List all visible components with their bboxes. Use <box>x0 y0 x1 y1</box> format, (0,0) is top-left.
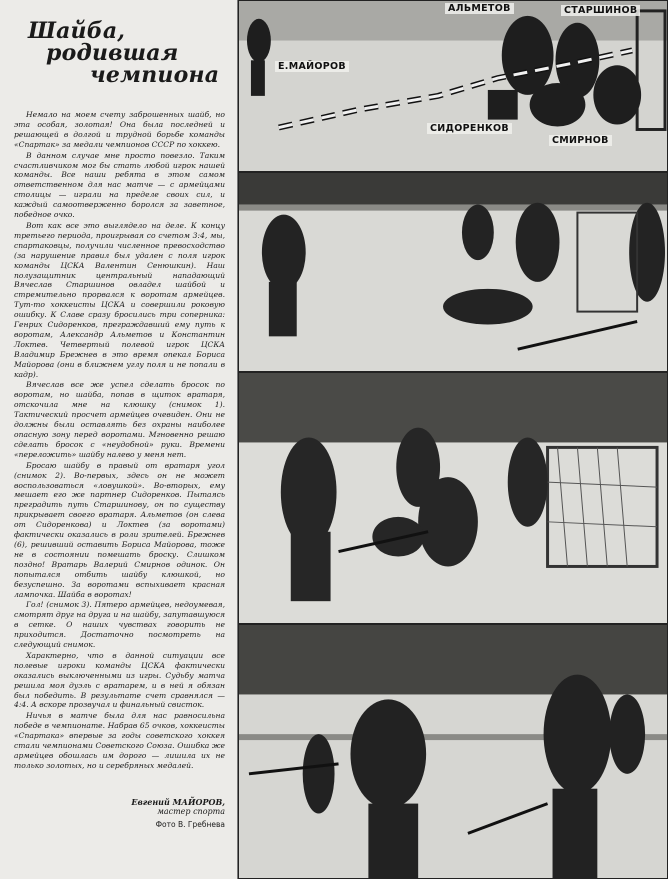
photo-2 <box>238 172 668 372</box>
paragraph: Бросаю шайбу в правый от вратаря угол (снимок 2). Во-первых, здесь он не может воспользоваться «ловушкой». Во-вторых, ему мешает его же партнер Сидоренков. Пытаясь преградить путь Старшинову, он по существу прикрывает своего вратаря. Альметов (он слева от Сидоренкова) и Локтев (за воротами) фактически оказались в роли зрителей. Брежнев (6), решивший оставить Бориса Майорова, тоже не в состоянии помешать броску. Слишком поздно! Вратарь Валерий Смирнов одинок. Он попытался отбить шайбу клюшкой, но безуспешно. За воротами вспыхивает красная лампочка. Шайба в воротах! <box>14 460 225 599</box>
title-line-1: Шайба, <box>28 18 126 44</box>
paragraph: Вячеслав все же успел сделать бросок по воротам, но шайба, попав в щиток вратаря, отскочила мне на клюшку (снимок 1). Тактический просчет армейцев очевиден. Они не должны были оставлять без охраны наиболее опасную зону перед воротами. Мгновенно решаю сделать бросок с «неудобной» руки. Времени «переложить» шайбу налево у меня нет. <box>14 380 225 459</box>
photo-1 <box>238 0 668 172</box>
label-almetov: АЛЬМЕТОВ <box>445 3 514 14</box>
photo-4-image <box>239 625 667 878</box>
paragraph: Характерно, что в данной ситуации все полевые игроки команды ЦСКА фактически оказались выключенными из игры. Судьбу матча решила моя дуэль с вратарем, и в ней я обязан был победить. В результате счет сравнялся — 4:4. А вскоре прозвучал и финальный свисток. <box>14 650 225 710</box>
paragraph: Вот как все это выглядело на деле. К концу третьего периода, проигрывая со счетом 3:4, мы, спартаковцы, получили численное превосходство (за нарушение правил был удален с поля игрок команды ЦСКА Валентин Сенюшкин). Наш полузащитник центральный нападающий Вячеслав Старшинов овладел шайбой и стремительно прорвался к воротам армейцев. Тут-то хоккеисты ЦСКА и совершили роковую ошибку. К Славе сразу бросились три соперника: Генрих Сидоренков, преграждавший ему путь к воротам, Александр Альметов и Константин Локтев. Четвертый полевой игрок ЦСКА Владимир Брежнев в это время опекал Бориса Майорова (они в ближнем углу поля и не попали в кадр). <box>14 220 225 379</box>
paragraph: Гол! (снимок 3). Пятеро армейцев, недоумевая, смотрят друг на друга и на шайбу, запутавшуюся в сетке. О наших чувствах говорить не приходится. Достаточно посмотреть на следующий снимок. <box>14 600 225 650</box>
author-name: Евгений МАЙОРОВ, <box>131 796 225 807</box>
author-role: мастер спорта <box>157 806 225 816</box>
title-line-3: чемпиона <box>90 62 220 88</box>
label-mayorov: Е.МАЙОРОВ <box>275 61 349 72</box>
label-sidorenkov: СИДОРЕНКОВ <box>427 123 512 134</box>
photo-2-image <box>239 173 667 371</box>
label-smirnov: СМИРНОВ <box>549 135 612 146</box>
article-column <box>0 0 238 879</box>
article-title <box>28 20 225 86</box>
photo-3 <box>238 372 668 624</box>
title-line-2: родившая <box>46 40 179 66</box>
paragraph: Немало на моем счету заброшенных шайб, но эта особая, золотая! Она была последней и решающей в долгой и трудной борьбе команды «Спартак» за медали чемпионов СССР по хоккею. <box>14 110 225 149</box>
paragraph: Ничья в матче была для нас равносильна победе в чемпионате. Набрав 65 очков, хоккеисты «Спартака» впервые за годы советского хоккея стали чемпионами Советского Союза. Ошибка же армейцев обошлась им дорого — лишила их не только золотых, но и серебряных медалей. <box>14 711 225 770</box>
label-starshinov: СТАРШИНОВ <box>561 5 640 16</box>
photo-credit: Фото В. Гребнева <box>155 819 225 829</box>
photo-4 <box>238 624 668 879</box>
paragraph: В данном случае мне просто повезло. Таким счастливчиком мог бы стать любой игрок нашей команды. Все наши ребята в этом самом ответственном для нас матче — с армейцами столицы — играли на пределе своих сил, и каждый самоотверженно боролся за заветное, победное очко. <box>14 150 225 220</box>
photo-3-image <box>239 373 667 623</box>
